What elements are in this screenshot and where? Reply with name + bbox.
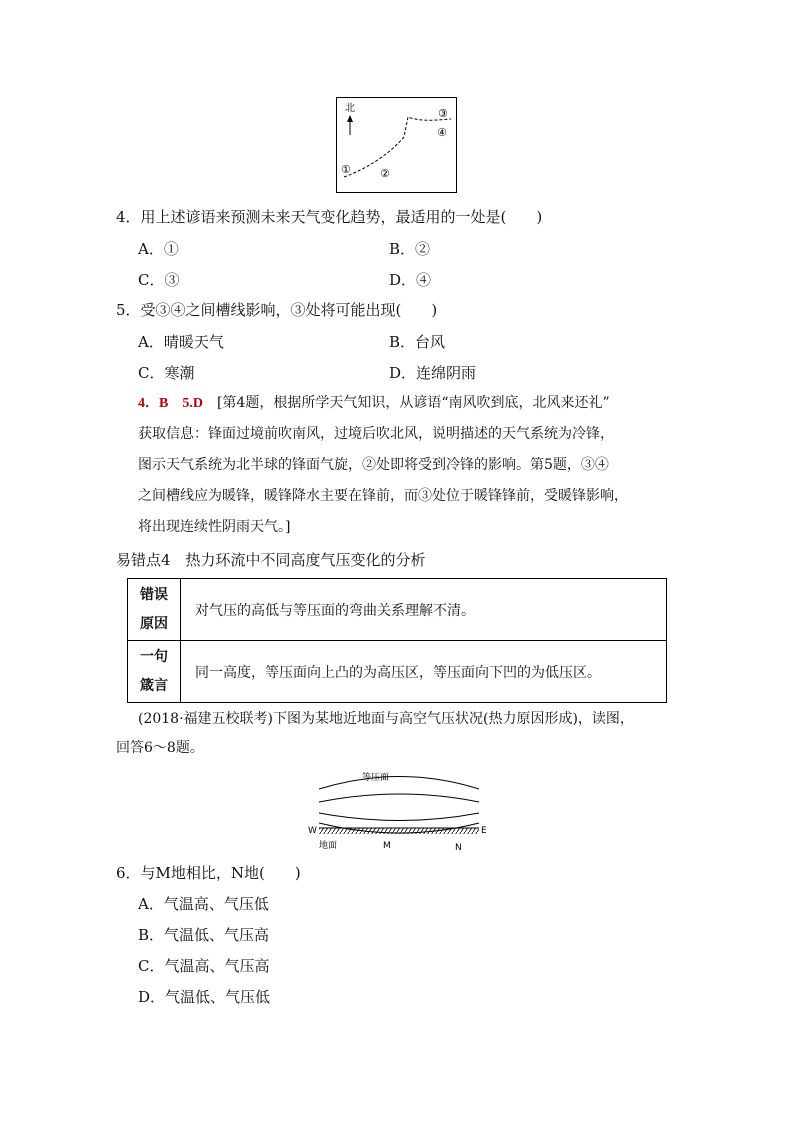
cold-front-line	[344, 117, 451, 177]
q5-option-b: B．台风	[389, 333, 446, 351]
point-2-label: ②	[380, 167, 390, 180]
q6-option-b: B．气温低、气压高	[138, 926, 270, 944]
question-6-stem: 6．与M地相比，N地( )	[116, 864, 301, 882]
q5-option-d: D．连绵阴雨	[389, 364, 477, 382]
answer-explanation-start: [第4题，根据所学天气知识，从谚语“南风吹到底，北风来还礼”	[216, 395, 610, 411]
point-1-label: ①	[341, 163, 351, 176]
q6-option-d: D．气温低、气压低	[138, 988, 271, 1006]
q4-option-a: A．①	[138, 240, 179, 258]
section-heading: 易错点4 热力环流中不同高度气压变化的分析	[116, 551, 426, 569]
isobar-lower-1	[319, 813, 479, 821]
intro-line-1: (2018·福建五校联考)下图为某地近地面与高空气压状况(热力原因形成)，读图，	[138, 711, 634, 727]
answer-line-1	[138, 391, 610, 416]
north-arrow-icon	[347, 115, 353, 135]
isobar-upper-1	[319, 777, 479, 790]
answer-line-2: 获取信息：锋面过境前吹南风，过境后吹北风，说明描述的天气系统为冷锋，	[138, 426, 614, 442]
row-label-cause: 错误 原因	[128, 579, 181, 641]
question-5-stem: 5．受③④之间槽线影响，③处将可能出现( )	[116, 301, 438, 319]
question-4-stem: 4．用上述谚语来预测未来天气变化趋势，最适用的一处是( )	[116, 208, 543, 226]
answer-key: 4．B 5.D	[138, 396, 203, 411]
row-text-cause: 对气压的高低与等压面的弯曲关系理解不清。	[181, 579, 667, 641]
ground-label: 地面	[319, 841, 338, 851]
point-n-label: N	[455, 843, 462, 853]
east-label: E	[481, 826, 487, 836]
q6-option-a: A．气温高、气压低	[138, 895, 269, 913]
isobar-label: 等压面	[362, 773, 390, 783]
front-map-figure	[336, 97, 458, 194]
answer-line-4: 之间槽线应为暖锋，暖锋降水主要在锋前，而③处位于暖锋锋前，受暖锋影响，	[138, 488, 628, 504]
table-row	[128, 579, 667, 641]
q4-option-d: D．④	[389, 271, 432, 289]
q5-option-c: C．寒潮	[138, 364, 195, 382]
error-analysis-table	[127, 578, 667, 703]
isobar-figure	[305, 766, 495, 854]
q5-option-a: A．晴暖天气	[138, 333, 224, 351]
point-m-label: M	[383, 841, 391, 851]
answer-line-3: 图示天气系统为北半球的锋面气旋，②处即将受到冷锋的影响。第5题，③④	[138, 457, 609, 473]
row-text-motto: 同一高度，等压面向上凸的为高压区，等压面向下凹的为低压区。	[181, 641, 667, 703]
point-3-label: ③	[438, 107, 448, 120]
ground-hatching	[319, 828, 479, 834]
isobar-upper-2	[319, 794, 479, 802]
north-label: 北	[345, 103, 355, 114]
table-row	[128, 641, 667, 703]
west-label: W	[308, 826, 317, 836]
q6-option-c: C．气温高、气压高	[138, 957, 270, 975]
point-4-label: ④	[437, 126, 447, 139]
row-label-motto: 一句 箴言	[128, 641, 181, 703]
intro-line-2: 回答6～8题。	[116, 740, 204, 756]
q4-option-b: B．②	[389, 240, 431, 258]
q4-option-c: C．③	[138, 271, 180, 289]
answer-line-5: 将出现连续性阴雨天气。]	[138, 519, 291, 535]
